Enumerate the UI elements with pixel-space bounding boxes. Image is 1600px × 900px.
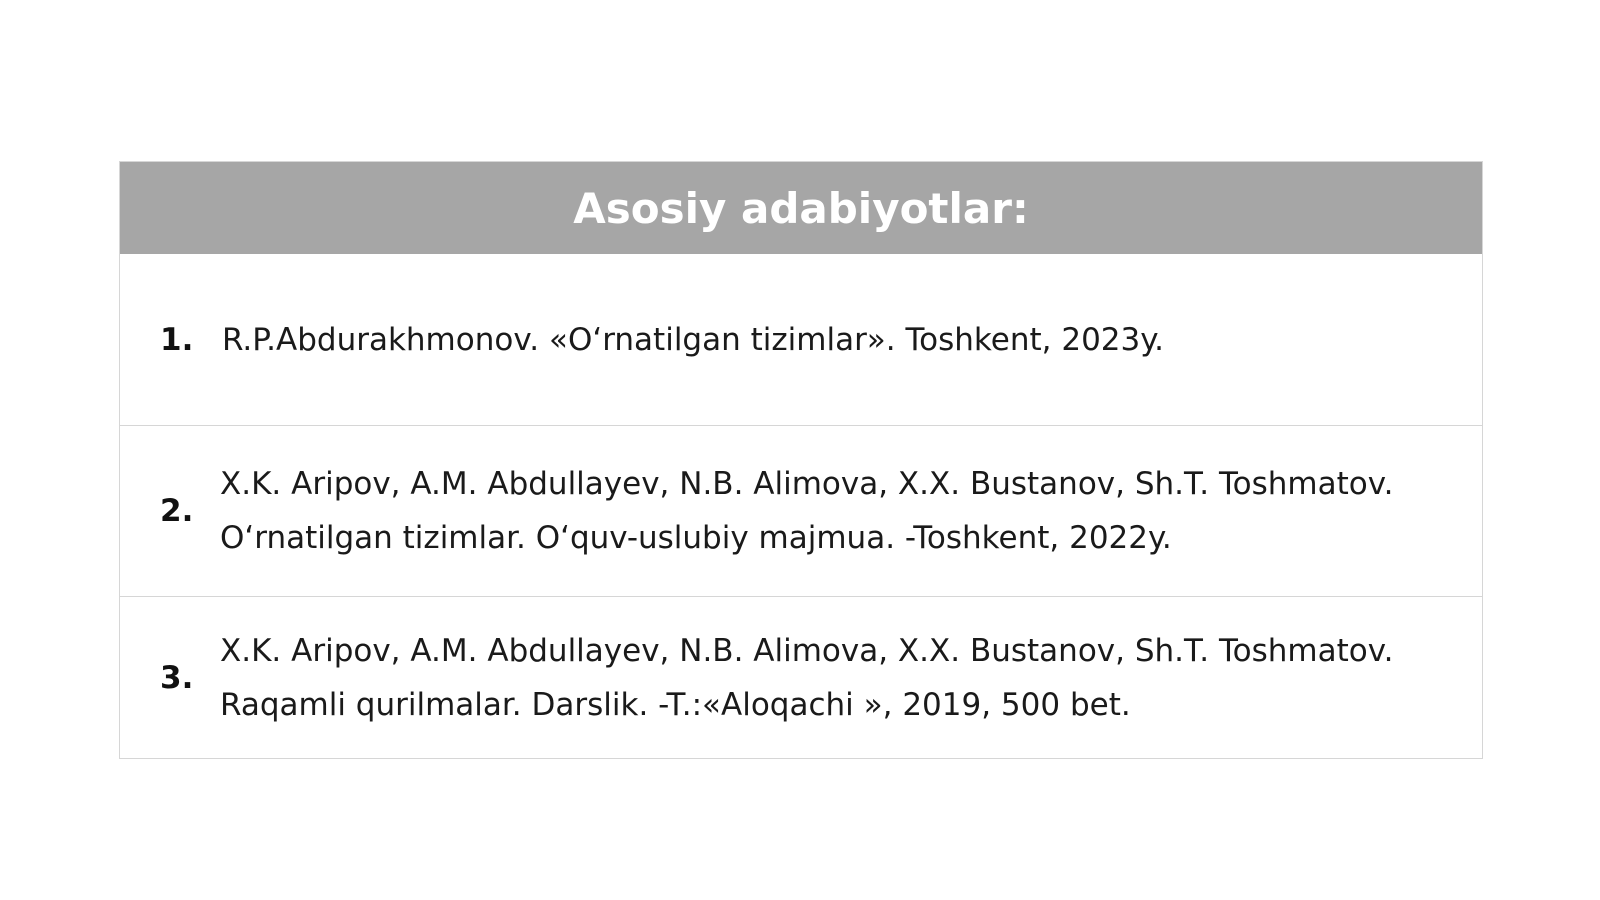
reference-text	[220, 457, 1482, 565]
reference-number: 3.	[160, 659, 194, 696]
reference-text	[220, 624, 1482, 732]
reference-line: Raqamli qurilmalar. Darslik. -T.:«Aloqachi », 2019, 500 bet.	[220, 686, 1131, 723]
reference-row-2	[120, 425, 1482, 596]
reference-number: 2.	[160, 493, 194, 529]
reference-line: O‘rnatilgan tizimlar. O‘quv-uslubiy majmua. -Toshkent, 2022y.	[220, 520, 1172, 556]
reference-line: R.P.Abdurakhmonov. «O‘rnatilgan tizimlar». Toshkent, 2023y.	[222, 321, 1165, 358]
reference-text	[220, 313, 1482, 367]
table-title: Asosiy adabiyotlar:	[573, 183, 1029, 233]
reference-row-1	[120, 254, 1482, 425]
reference-number: 1.	[160, 321, 194, 358]
reference-line: X.K. Aripov, A.M. Abdullayev, N.B. Alimova, X.X. Bustanov, Sh.T. Toshmatov.	[220, 632, 1394, 669]
references-table	[119, 161, 1483, 759]
table-header	[120, 162, 1482, 254]
reference-line: X.K. Aripov, A.M. Abdullayev, N.B. Alimova, X.X. Bustanov, Sh.T. Toshmatov.	[220, 466, 1394, 502]
reference-row-3	[120, 596, 1482, 758]
